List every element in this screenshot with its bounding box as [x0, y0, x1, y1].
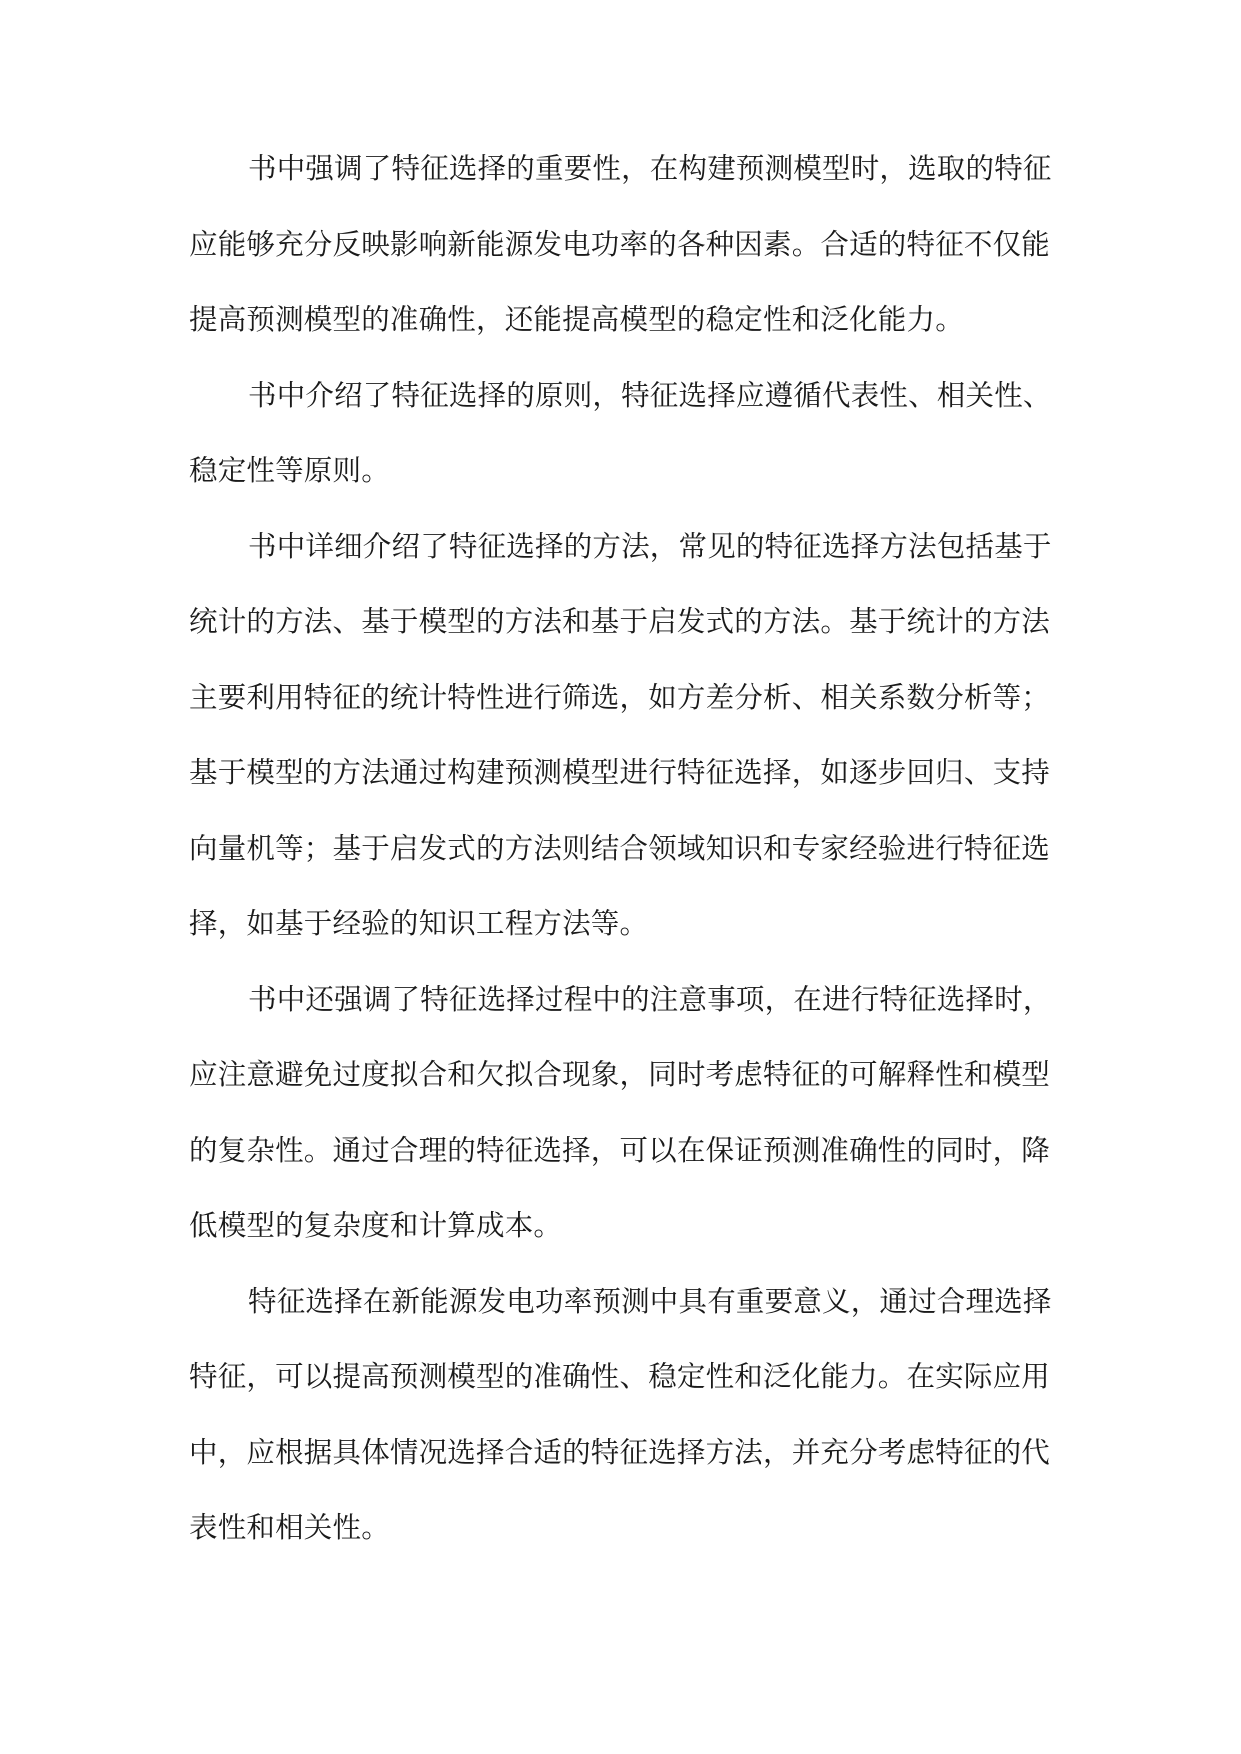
paragraph-5-line-1: 特征选择在新能源发电功率预测中具有重要意义，通过合理选择 — [248, 1285, 1052, 1318]
paragraph-4-line-2: 应注意避免过度拟合和欠拟合现象，同时考虑特征的可解释性和模型 — [189, 1058, 1051, 1091]
paragraph-3-line-1: 书中详细介绍了特征选择的方法，常见的特征选择方法包括基于 — [248, 530, 1052, 563]
paragraph-3-line-2: 统计的方法、基于模型的方法和基于启发式的方法。基于统计的方法 — [189, 605, 1051, 638]
paragraph-2-line-2: 稳定性等原则。 — [189, 454, 390, 487]
paragraph-5-line-4: 表性和相关性。 — [189, 1511, 390, 1544]
paragraph-1-line-3: 提高预测模型的准确性，还能提高模型的稳定性和泛化能力。 — [189, 303, 964, 336]
paragraph-4-line-1: 书中还强调了特征选择过程中的注意事项，在进行特征选择时， — [248, 983, 1052, 1016]
paragraph-5-line-3: 中，应根据具体情况选择合适的特征选择方法，并充分考虑特征的代 — [189, 1436, 1051, 1469]
paragraph-3-line-3: 主要利用特征的统计特性进行筛选，如方差分析、相关系数分析等； — [189, 681, 1051, 714]
paragraph-2-line-1: 书中介绍了特征选择的原则，特征选择应遵循代表性、相关性、 — [248, 379, 1052, 412]
paragraph-3-line-4: 基于模型的方法通过构建预测模型进行特征选择，如逐步回归、支持 — [189, 756, 1051, 789]
paragraph-3-line-6: 择，如基于经验的知识工程方法等。 — [189, 907, 649, 940]
paragraph-3-line-5: 向量机等；基于启发式的方法则结合领域知识和专家经验进行特征选 — [189, 832, 1051, 865]
paragraph-5-line-2: 特征，可以提高预测模型的准确性、稳定性和泛化能力。在实际应用 — [189, 1360, 1051, 1393]
paragraph-1-line-1: 书中强调了特征选择的重要性，在构建预测模型时，选取的特征 — [248, 152, 1052, 185]
paragraph-4-line-3: 的复杂性。通过合理的特征选择，可以在保证预测准确性的同时，降 — [189, 1134, 1051, 1167]
paragraph-4-line-4: 低模型的复杂度和计算成本。 — [189, 1209, 563, 1242]
paragraph-1-line-2: 应能够充分反映影响新能源发电功率的各种因素。合适的特征不仅能 — [189, 228, 1051, 261]
